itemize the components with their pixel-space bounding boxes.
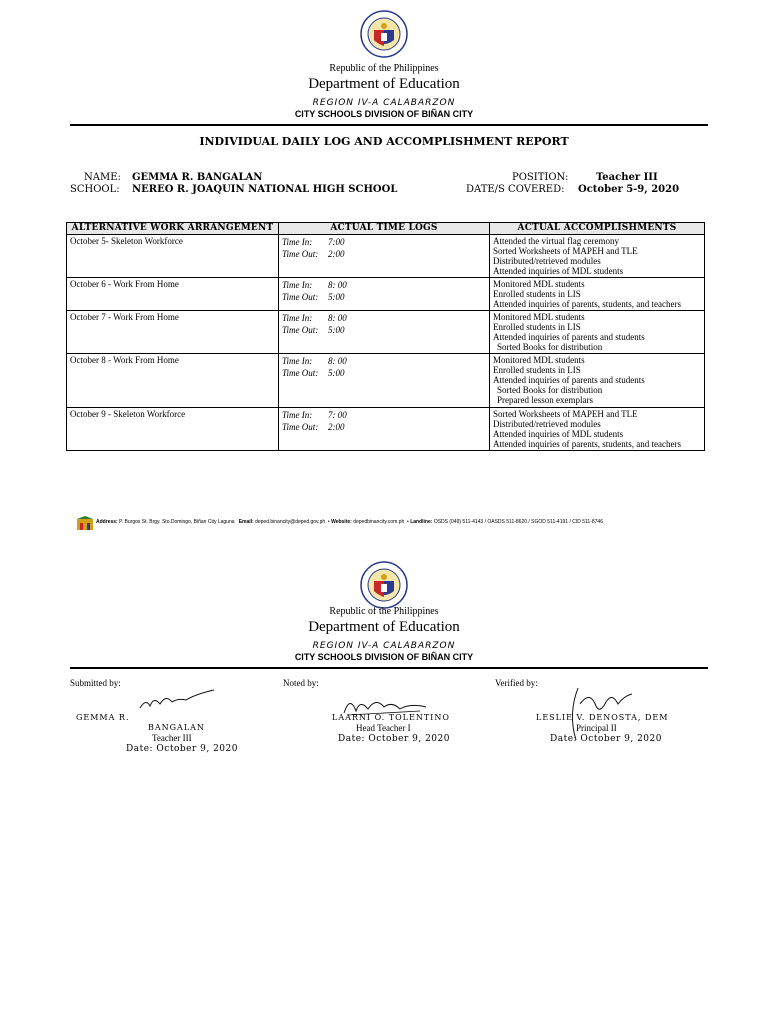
column-header-time-logs: ACTUAL TIME LOGS [279, 223, 490, 235]
time-out-label: Time Out: [282, 249, 319, 259]
footer-website: depedbinancity.com.ph [353, 519, 405, 525]
accomplishments-cell [490, 311, 705, 354]
time-out-value: 5:00 [328, 368, 345, 378]
noted-position: Head Teacher I [356, 723, 411, 733]
deped-seal-icon [360, 561, 408, 609]
daily-log-table [66, 222, 705, 451]
accomplishment-item: Sorted Books for distribution [497, 385, 603, 395]
time-out-line [282, 421, 486, 433]
accomplishment-item: Monitored MDL students [493, 312, 585, 322]
time-log-cell [279, 235, 490, 278]
header-rule [70, 667, 708, 669]
table-row [67, 408, 705, 451]
time-out-label: Time Out: [282, 368, 319, 378]
column-header-accomplishments: ACTUAL ACCOMPLISHMENTS [490, 223, 705, 235]
accomplishment-item: Monitored MDL students [493, 355, 585, 365]
noted-date: Date: October 9, 2020 [338, 734, 450, 744]
noted-by-label: Noted by: [283, 678, 319, 688]
accomplishments-cell [490, 235, 705, 278]
accomplishments-cell [490, 408, 705, 451]
time-in-line [282, 312, 486, 324]
arrangement-cell: October 9 - Skeleton Workforce [67, 408, 279, 451]
position-label: POSITION: [512, 172, 569, 183]
footer-address-label: Address: [96, 519, 118, 525]
time-in-label: Time In: [282, 410, 313, 420]
verified-position: Principal II [576, 723, 617, 733]
dates-covered-label: DATE/S COVERED: [466, 184, 565, 195]
arrangement-cell: October 8 - Work From Home [67, 354, 279, 408]
footer-address: P. Burgos St. Brgy. Sto.Domingo, Biñan City Laguna [119, 519, 235, 525]
time-log-cell [279, 354, 490, 408]
accomplishment-item: Distributed/retrieved modules [493, 419, 601, 429]
verified-name: LESLIE V. DENOSTA, DEM [536, 713, 669, 722]
time-in-label: Time In: [282, 280, 313, 290]
accomplishment-item: Attended inquiries of parents, students, and teachers [493, 439, 681, 449]
time-out-label: Time Out: [282, 422, 319, 432]
time-in-value: 7: 00 [328, 410, 347, 420]
time-in-label: Time In: [282, 356, 313, 366]
deped-seal-icon [360, 10, 408, 58]
time-log-cell [279, 408, 490, 451]
accomplishment-item: Sorted Worksheets of MAPEH and TLE [493, 409, 638, 419]
accomplishment-item: Attended inquiries of parents and students [493, 332, 645, 342]
time-in-line [282, 236, 486, 248]
accomplishment-item: Monitored MDL students [493, 279, 585, 289]
submitted-position: Teacher III [152, 733, 192, 743]
time-out-line [282, 324, 486, 336]
submitted-by-label: Submitted by: [70, 678, 121, 688]
arrangement-cell: October 5- Skeleton Workforce [67, 235, 279, 278]
time-out-value: 2:00 [328, 249, 345, 259]
footer-landline: OSDS (049) 511-4143 / OASDS 511-8620 / SGOD 511-4191 / CID 511-8746 [433, 519, 603, 525]
header-rule [70, 124, 708, 126]
arrangement-cell: October 6 - Work From Home [67, 278, 279, 311]
submitted-date: Date: October 9, 2020 [126, 744, 238, 754]
accomplishments-cell [490, 278, 705, 311]
verified-date: Date: October 9, 2020 [550, 734, 662, 744]
time-in-value: 7:00 [328, 237, 345, 247]
accomplishment-item: Sorted Worksheets of MAPEH and TLE [493, 246, 638, 256]
footer-email: deped.binancity@deped.gov.ph [255, 519, 326, 525]
time-in-label: Time In: [282, 313, 313, 323]
accomplishment-item: Attended inquiries of parents and students [493, 375, 645, 385]
name-label: NAME: [84, 172, 121, 183]
table-header-row [67, 223, 705, 235]
accomplishment-item: Attended the virtual flag ceremony [493, 236, 619, 246]
school-value: NEREO R. JOAQUIN NATIONAL HIGH SCHOOL [132, 184, 398, 195]
time-in-label: Time In: [282, 237, 313, 247]
table-row [67, 354, 705, 408]
time-out-value: 5:00 [328, 325, 345, 335]
time-out-label: Time Out: [282, 325, 319, 335]
time-in-line [282, 355, 486, 367]
time-out-line [282, 367, 486, 379]
accomplishment-item: Enrolled students in LIS [493, 365, 581, 375]
submitted-name-first: GEMMA R. [76, 713, 130, 722]
name-value: GEMMA R. BANGALAN [132, 172, 263, 183]
accomplishment-item: Enrolled students in LIS [493, 289, 581, 299]
dates-covered-value: October 5-9, 2020 [578, 184, 680, 195]
division-text: CITY SCHOOLS DIVISION OF BIÑAN CITY [294, 109, 474, 119]
accomplishment-item: Enrolled students in LIS [493, 322, 581, 332]
arrangement-cell: October 7 - Work From Home [67, 311, 279, 354]
accomplishment-item: Attended inquiries of MDL students [493, 266, 624, 276]
time-in-value: 8: 00 [328, 280, 347, 290]
footer-contact: Address: P. Burgos St. Brgy. Sto.Domingo, Biñan City Laguna Email: deped.binancity@deped.gov.ph • Website: depedbinancity.com.ph • Landline: OSDS (049) 511-4143 / OASDS 511-8620 / SGOD 511-4191 / CID 511-8746 [96, 519, 603, 525]
footer-website-label: Website: [331, 519, 352, 525]
region-text: REGION IV-A CALABARZON [312, 641, 456, 651]
accomplishment-item: Sorted Books for distribution [497, 342, 603, 352]
accomplishments-cell [490, 354, 705, 408]
verified-by-label: Verified by: [495, 678, 538, 688]
accomplishment-item: Distributed/retrieved modules [493, 256, 601, 266]
footer-landline-label: Landline: [410, 519, 433, 525]
column-header-arrangement: ALTERNATIVE WORK ARRANGEMENT [67, 223, 279, 235]
noted-name: LAARNI O. TOLENTINO [332, 713, 450, 722]
time-in-value: 8: 00 [328, 356, 347, 366]
time-out-label: Time Out: [282, 292, 319, 302]
region-text: REGION IV-A CALABARZON [312, 98, 456, 108]
table-row [67, 311, 705, 354]
time-in-line [282, 279, 486, 291]
submitted-name-last: BANGALAN [148, 723, 205, 732]
department-text: Department of Education [308, 76, 460, 92]
accomplishment-item: Attended inquiries of parents, students, and teachers [493, 299, 681, 309]
department-text: Department of Education [308, 619, 460, 635]
republic-text: Republic of the Philippines [329, 606, 439, 617]
time-log-cell [279, 311, 490, 354]
position-value: Teacher III [596, 172, 658, 183]
footer-email-label: Email: [238, 519, 254, 525]
accomplishment-item: Prepared lesson exemplars [497, 395, 593, 405]
time-out-value: 2:00 [328, 422, 345, 432]
accomplishment-item: Attended inquiries of MDL students [493, 429, 624, 439]
time-log-cell [279, 278, 490, 311]
time-out-line [282, 291, 486, 303]
footer-logo-icon [76, 515, 94, 533]
time-in-value: 8: 00 [328, 313, 347, 323]
school-label: SCHOOL: [70, 184, 120, 195]
time-out-value: 5:00 [328, 292, 345, 302]
table-row [67, 278, 705, 311]
republic-text: Republic of the Philippines [329, 63, 439, 74]
time-out-line [282, 248, 486, 260]
signature-gemma [138, 688, 218, 714]
division-text: CITY SCHOOLS DIVISION OF BIÑAN CITY [294, 652, 474, 662]
table-row [67, 235, 705, 278]
time-in-line [282, 409, 486, 421]
report-title: INDIVIDUAL DAILY LOG AND ACCOMPLISHMENT REPORT [199, 135, 569, 148]
